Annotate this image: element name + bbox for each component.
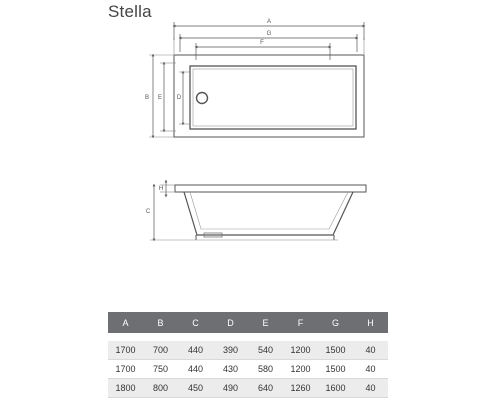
header-b: B bbox=[143, 312, 178, 337]
label-d: D bbox=[176, 95, 182, 101]
top-view bbox=[149, 22, 364, 137]
header-h: H bbox=[353, 312, 388, 337]
table-cell: 40 bbox=[353, 337, 388, 360]
header-c: C bbox=[178, 312, 213, 337]
table-row bbox=[108, 337, 388, 360]
product-title: Stella bbox=[108, 2, 152, 21]
header-g: G bbox=[318, 312, 353, 337]
table-cell: 1800 bbox=[108, 379, 143, 398]
table-cell: 40 bbox=[353, 360, 388, 379]
table-cell: 450 bbox=[178, 379, 213, 398]
table-cell: 540 bbox=[248, 337, 283, 360]
header-d: D bbox=[213, 312, 248, 337]
label-e: E bbox=[157, 95, 163, 101]
tub-body-profile bbox=[184, 192, 353, 235]
table-header-row bbox=[108, 312, 388, 337]
table-cell: 1500 bbox=[318, 337, 353, 360]
header-a: A bbox=[108, 312, 143, 337]
dimensions-table bbox=[108, 312, 388, 398]
table-cell: 490 bbox=[213, 379, 248, 398]
drain-hole bbox=[197, 93, 208, 104]
label-b: B bbox=[144, 95, 150, 101]
table-cell: 440 bbox=[178, 337, 213, 360]
table-cell: 1260 bbox=[283, 379, 318, 398]
table-row bbox=[108, 360, 388, 379]
table-cell: 640 bbox=[248, 379, 283, 398]
table-cell: 390 bbox=[213, 337, 248, 360]
table-cell: 1700 bbox=[108, 360, 143, 379]
table-cell: 40 bbox=[353, 379, 388, 398]
label-f: F bbox=[260, 40, 264, 46]
table-cell: 1200 bbox=[283, 337, 318, 360]
tub-rim-profile bbox=[175, 185, 366, 192]
label-a: A bbox=[266, 19, 272, 25]
table-row bbox=[108, 379, 388, 398]
table-cell: 440 bbox=[178, 360, 213, 379]
tub-basin-inset bbox=[193, 69, 353, 126]
table-cell: 1700 bbox=[108, 337, 143, 360]
label-g: G bbox=[266, 31, 272, 37]
label-c: C bbox=[145, 209, 151, 215]
table-cell: 800 bbox=[143, 379, 178, 398]
side-view bbox=[150, 181, 366, 240]
table-cell: 1500 bbox=[318, 360, 353, 379]
table-cell: 750 bbox=[143, 360, 178, 379]
header-e: E bbox=[248, 312, 283, 337]
tub-inner-basin bbox=[190, 66, 356, 129]
table-cell: 430 bbox=[213, 360, 248, 379]
tub-outer-rim bbox=[174, 55, 364, 137]
table-cell: 1600 bbox=[318, 379, 353, 398]
header-f: F bbox=[283, 312, 318, 337]
table-cell: 580 bbox=[248, 360, 283, 379]
table-cell: 700 bbox=[143, 337, 178, 360]
label-h: H bbox=[158, 186, 164, 192]
table-cell: 1200 bbox=[283, 360, 318, 379]
